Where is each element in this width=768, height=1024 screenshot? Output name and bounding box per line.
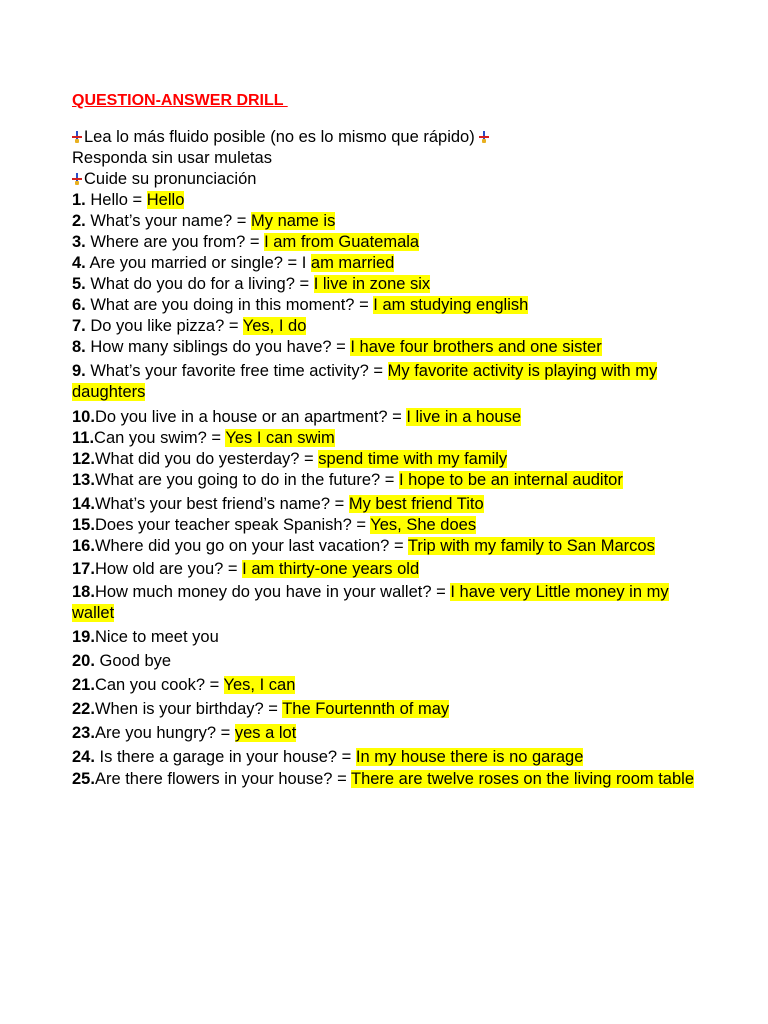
question-item — [72, 470, 712, 491]
question-text: Do you like pizza? = — [85, 317, 243, 335]
item-number: 19. — [72, 628, 95, 646]
question-text: What do you do for a living? = — [85, 275, 314, 293]
answer-text: I am thirty-one years old — [242, 560, 420, 578]
item-number: 11. — [72, 429, 95, 447]
answer-text: I live in a house — [406, 408, 521, 426]
question-item — [72, 747, 712, 768]
item-number: 8. — [72, 338, 86, 356]
item-number: 21. — [72, 676, 95, 694]
answer-text: I am from Guatemala — [264, 233, 420, 251]
question-item — [72, 211, 712, 232]
question-item — [72, 274, 712, 295]
item-number: 20. — [72, 652, 95, 670]
question-item — [72, 428, 712, 449]
instruction-line-3 — [72, 169, 712, 190]
question-item — [72, 536, 712, 557]
item-number: 1. — [72, 191, 86, 209]
question-item — [72, 407, 712, 428]
item-number: 15. — [72, 516, 95, 534]
question-text: Do you live in a house or an apartment? = — [94, 408, 407, 426]
item-number: 9. — [72, 362, 86, 380]
answer-text: My name is — [251, 212, 336, 230]
answer-text: I have very Little money in my wallet — [72, 583, 669, 622]
question-item — [72, 361, 712, 403]
question-text: How old are you? = — [94, 560, 243, 578]
question-item — [72, 651, 712, 672]
question-text: Is there a garage in your house? = — [94, 748, 356, 766]
color-cross-bullet-icon — [72, 173, 82, 185]
question-text: Good bye — [94, 652, 172, 670]
color-cross-bullet-icon — [72, 131, 82, 143]
answer-text: In my house there is no garage — [355, 748, 584, 766]
question-item — [72, 515, 712, 536]
item-number: 22. — [72, 700, 95, 718]
instruction-text: Responda sin usar muletas — [72, 149, 272, 167]
question-text: Nice to meet you — [94, 628, 219, 646]
item-number: 5. — [72, 275, 86, 293]
answer-text: My best friend Tito — [348, 495, 484, 513]
instruction-text: Cuide su pronunciación — [84, 170, 257, 188]
answer-text: The Fourtennth of may — [282, 700, 450, 718]
item-number: 18. — [72, 583, 95, 601]
question-text: Hello = — [85, 191, 147, 209]
instruction-line-1 — [72, 127, 712, 148]
question-text: What are you doing in this moment? = — [85, 296, 374, 314]
item-number: 12. — [72, 450, 95, 468]
question-text: Can you cook? = — [94, 676, 224, 694]
drill-content — [72, 127, 712, 790]
question-text: What’s your favorite free time activity? = — [85, 362, 388, 380]
question-item — [72, 675, 712, 696]
answer-text: spend time with my family — [318, 450, 508, 468]
item-number: 7. — [72, 317, 86, 335]
item-number: 6. — [72, 296, 86, 314]
item-number: 3. — [72, 233, 86, 251]
question-text: What’s your name? = — [85, 212, 251, 230]
question-text: Can you swim? = — [94, 429, 226, 447]
item-number: 10. — [72, 408, 95, 426]
answer-text: Hello — [146, 191, 185, 209]
answer-text: I am studying english — [373, 296, 529, 314]
answer-text: I hope to be an internal auditor — [399, 471, 623, 489]
question-item — [72, 627, 712, 648]
question-item — [72, 494, 712, 515]
question-text: Are you hungry? = — [94, 724, 235, 742]
question-item — [72, 337, 712, 358]
instruction-line-2 — [72, 148, 712, 169]
question-item — [72, 190, 712, 211]
question-text: How much money do you have in your wallet? = — [94, 583, 451, 601]
item-number: 4. — [72, 254, 86, 272]
answer-text: Trip with my family to San Marcos — [407, 537, 655, 555]
question-answer-list — [72, 190, 712, 790]
answer-text: I have four brothers and one sister — [350, 338, 602, 356]
question-text: Where did you go on your last vacation? = — [94, 537, 408, 555]
question-item — [72, 582, 712, 624]
question-text: Does your teacher speak Spanish? = — [94, 516, 371, 534]
item-number: 17. — [72, 560, 95, 578]
answer-text: My favorite activity is playing with my daughters — [72, 362, 658, 401]
question-text: What did you do yesterday? = — [94, 450, 319, 468]
question-item — [72, 699, 712, 720]
item-number: 25. — [72, 770, 95, 788]
answer-text: Yes I can swim — [225, 429, 335, 447]
answer-text: Yes, I do — [242, 317, 307, 335]
question-item — [72, 769, 712, 790]
question-item — [72, 316, 712, 337]
answer-text: There are twelve roses on the living room table — [351, 770, 695, 788]
question-text: Where are you from? = — [85, 233, 265, 251]
color-cross-bullet-icon — [479, 131, 489, 143]
item-number: 13. — [72, 471, 95, 489]
answer-text: Yes, I can — [223, 676, 296, 694]
answer-text: Yes, She does — [370, 516, 477, 534]
answer-text: yes a lot — [234, 724, 297, 742]
question-text: Are there flowers in your house? = — [94, 770, 351, 788]
question-item — [72, 253, 712, 274]
question-item — [72, 295, 712, 316]
page-title: QUESTION-ANSWER DRILL — [72, 92, 288, 109]
question-item — [72, 723, 712, 744]
item-number: 2. — [72, 212, 86, 230]
item-number: 14. — [72, 495, 95, 513]
question-text: How many siblings do you have? = — [85, 338, 351, 356]
question-item — [72, 232, 712, 253]
question-text: What’s your best friend’s name? = — [94, 495, 349, 513]
instruction-text: Lea lo más fluido posible (no es lo mismo que rápido) — [84, 128, 475, 146]
question-text: What are you going to do in the future? = — [94, 471, 400, 489]
item-number: 24. — [72, 748, 95, 766]
question-text: Are you married or single? = I — [85, 254, 311, 272]
answer-text: am married — [310, 254, 395, 272]
question-text: When is your birthday? = — [94, 700, 283, 718]
answer-text: I live in zone six — [313, 275, 431, 293]
item-number: 23. — [72, 724, 95, 742]
question-item — [72, 449, 712, 470]
question-item — [72, 559, 712, 580]
item-number: 16. — [72, 537, 95, 555]
